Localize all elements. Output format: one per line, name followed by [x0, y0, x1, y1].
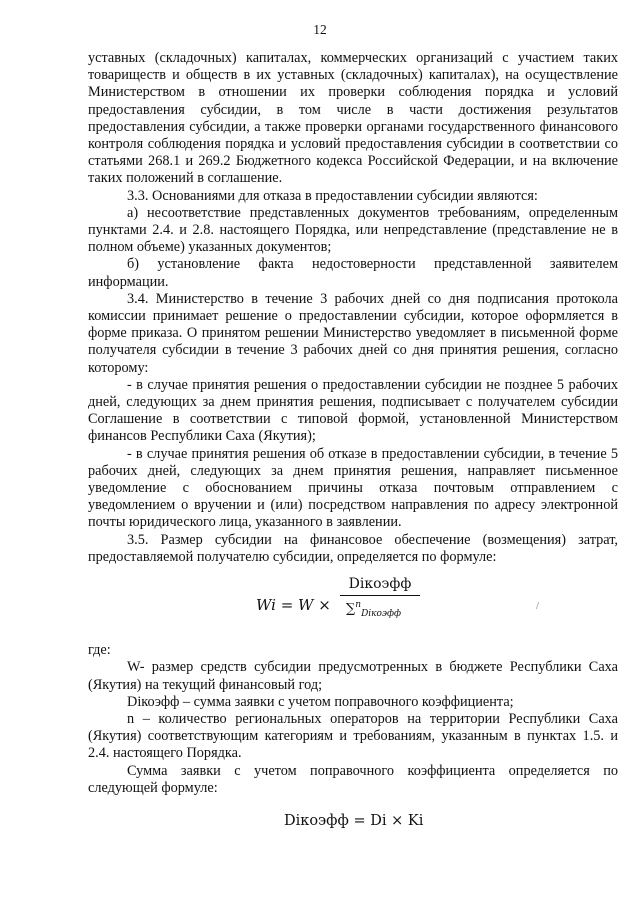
- paragraph: Сумма заявки с учетом поправочного коэффициента определяется по следующей формуле:: [88, 762, 618, 796]
- claim-amount-formula: [88, 809, 618, 839]
- page-number: 12: [313, 22, 327, 37]
- paragraph: б) установление факта недостоверности представленной заявителем информации.: [88, 256, 618, 290]
- formula-numerator: Dікоэфф: [340, 576, 420, 596]
- paragraph: - в случае принятия решения о предоставлении субсидии не позднее 5 рабочих дней, следующих за днем принятия решения, подписывает с получателем субсидии Соглашение в соответствии с типовой формой, установленной Министерством финансов Республики Саха (Якутия);: [88, 376, 618, 445]
- paragraphs-top: [88, 50, 618, 566]
- paragraph: 3.5. Размер субсидии на финансовое обеспечение (возмещения) затрат, предоставляемой получателю субсидии, определяется по формуле:: [88, 531, 618, 565]
- paragraph: уставных (складочных) капиталах, коммерческих организаций с участием таких товариществ и обществ в их уставных (складочных) капиталах), на осуществление Министерством в отношении их проверки соблюдения порядка и условий предоставления субсидии, в том числе в части достижения результатов предоставления субсидии, а также проверки органами государственного финансового контроля соблюдения порядка и условий предоставления субсидии в соответствии со статьями 268.1 и 269.2 Бюджетного кодекса Российской Федерации, и на включение таких положений в соглашение.: [88, 50, 618, 187]
- sum-upper-limit: n: [355, 600, 362, 611]
- paragraph: 3.3. Основаниями для отказа в предоставлении субсидии являются:: [127, 187, 538, 204]
- sum-term: Dікоэфф: [361, 609, 402, 620]
- formula-lhs: Wi = W ×: [256, 596, 331, 615]
- paragraph: Dікоэфф – сумма заявки с учетом поправочного коэффициента;: [127, 693, 514, 710]
- formula-denominator: [340, 596, 420, 623]
- sum-sign: ∑: [346, 601, 356, 617]
- paragraph: где:: [88, 642, 111, 659]
- paragraph: n – количество региональных операторов на территории Республики Саха (Якутия) соответствующим категориям и требованиям, указанным в пунктах 1.5. и 2.4. настоящего Порядка.: [88, 710, 618, 762]
- document-body: [88, 50, 618, 839]
- paragraph: - в случае принятия решения об отказе в предоставлении субсидии, в течение 5 рабочих дней, следующих за днем принятия решения, направляет письменное уведомление с обоснованием причины отказа почтовым отправлением с уведомлением о вручении и (или) посредством направления по адресу электронной почты юридического лица, указанного в заявлении.: [88, 445, 618, 531]
- formula-fraction: [340, 576, 420, 623]
- paragraph: 3.4. Министерство в течение 3 рабочих дней со дня подписания протокола комиссии принимает решение о предоставлении субсидии, которое оформляется в форме приказа. О принятом решении Министерство уведомляет в письменной форме получателя субсидии в течение 3 рабочих дней со дня принятия решения, согласно которому:: [88, 290, 618, 376]
- stray-mark: /: [536, 600, 540, 613]
- paragraphs-bottom: [88, 642, 618, 797]
- paragraph: W- размер средств субсидии предусмотренных в бюджете Республики Саха (Якутия) на текущий финансовый год;: [88, 659, 618, 693]
- formula2-text: Dікоэфф = Di × Ki: [284, 812, 424, 829]
- paragraph: а) несоответствие представленных документов требованиям, определенным пунктами 2.4. и 2.8. настоящего Порядка, или непредставление (представление не в полном объеме) указанных документов;: [88, 204, 618, 256]
- subsidy-formula: [88, 576, 618, 638]
